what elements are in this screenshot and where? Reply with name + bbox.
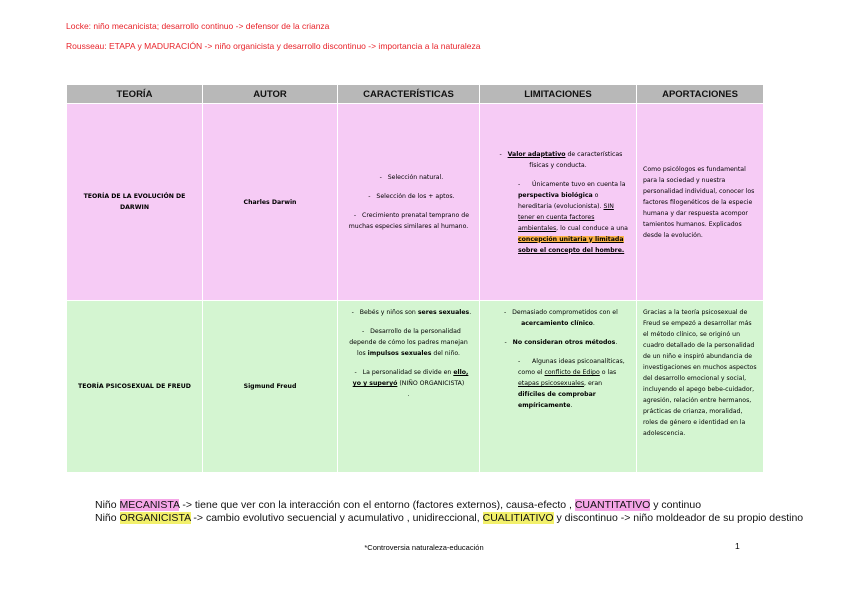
cell-caracteristicas-freud bbox=[338, 301, 480, 473]
header-aportaciones: APORTACIONES bbox=[637, 85, 764, 104]
note-mecanista: Niño MECANISTA -> tiene que ver con la interacción con el entorno (factores externos), causa-efecto , CUANTITATIVO y continuo bbox=[95, 499, 702, 511]
header-row bbox=[67, 85, 764, 104]
table-row-freud bbox=[67, 301, 764, 473]
table-row-darwin bbox=[67, 104, 764, 301]
list-item: - La personalidad se divide en ello, yo y superyó (NIÑO ORGANICISTA) . bbox=[352, 369, 469, 398]
list-item: - Bebés y niños son seres sexuales. bbox=[351, 309, 472, 316]
list-item: - Valor adaptativo de características físicas y conducta. bbox=[499, 150, 623, 169]
cell-autor-darwin: Charles Darwin bbox=[203, 104, 338, 301]
page-number: 1 bbox=[735, 541, 740, 551]
header-limitaciones: LIMITACIONES bbox=[480, 85, 637, 104]
list-item: - Desarrollo de la personalidad depende de cómo los padres manejan los impulsos sexuales del niño. bbox=[349, 328, 468, 357]
footnote: *Controversia naturaleza-educación bbox=[364, 543, 484, 552]
cell-limitaciones-darwin bbox=[480, 104, 637, 301]
cell-aportaciones-freud: Gracias a la teoría psicosexual de Freud se empezó a desarrollar más el método clínico, se originó un cuadro detallado de la personalidad de un niño e inspiró abundancia de investigaciones en muchos aspectos del desarrollo emocional y social, incluyendo el apego bebe-cuidador, agresión, relación entre hermanos, prácticas de crianza, moralidad, roles de género e identidad en la adolescencia. bbox=[637, 301, 764, 473]
cell-teoria-freud: TEORÍA PSICOSEXUAL DE FREUD bbox=[67, 301, 203, 473]
note-organicista: Niño ORGANICISTA -> cambio evolutivo secuencial y acumulativo , unidireccional, CUALITIATIVO y discontinuo -> niño moldeador de su propio destino bbox=[95, 512, 804, 524]
header-autor: AUTOR bbox=[203, 85, 338, 104]
list-item: - Selección de los + aptos. bbox=[368, 193, 455, 200]
note-rousseau: Rousseau: ETAPA y MADURACIÓN -> niño organicista y desarrollo discontinuo -> importancia a la naturaleza bbox=[66, 41, 481, 51]
list-item: - Algunas ideas psicoanalíticas, como el conflicto de Edipo o las etapas psicosexuales, eran difíciles de comprobar empíricamente. bbox=[518, 358, 625, 409]
cell-teoria-darwin: TEORÍA DE LA EVOLUCIÓN DE DARWIN bbox=[67, 104, 203, 301]
header-caracteristicas: CARACTERÍSTICAS bbox=[338, 85, 480, 104]
list-item: - Únicamente tuvo en cuenta la perspectiva biológica o hereditaria (evolucionista). SIN tener en cuenta factores ambientales, lo cual conduce a una concepción unitaria y limitada sobre el concepto del hombre. bbox=[518, 180, 628, 254]
list-item: - No consideran otros métodos. bbox=[504, 339, 618, 346]
list-item: - Selección natural. bbox=[379, 174, 444, 181]
cell-autor-freud: Sigmund Freud bbox=[203, 301, 338, 473]
list-item: - Crecimiento prenatal temprano de muchas especies similares al humano. bbox=[348, 212, 469, 230]
cell-caracteristicas-darwin bbox=[338, 104, 480, 301]
header-teoria: TEORÍA bbox=[67, 85, 203, 104]
note-locke: Locke: niño mecanicista; desarrollo continuo -> defensor de la crianza bbox=[66, 21, 330, 31]
theories-table bbox=[66, 84, 764, 473]
list-item: - Demasiado comprometidos con el acercamiento clínico. bbox=[504, 309, 618, 327]
cell-limitaciones-freud bbox=[480, 301, 637, 473]
cell-aportaciones-darwin: Como psicólogos es fundamental para la sociedad y nuestra personalidad individual, conocer los factores filogenéticos de la especie humana y dar respuesta acompor tamientos humanos. Explicados desde la evolución. bbox=[637, 104, 764, 301]
